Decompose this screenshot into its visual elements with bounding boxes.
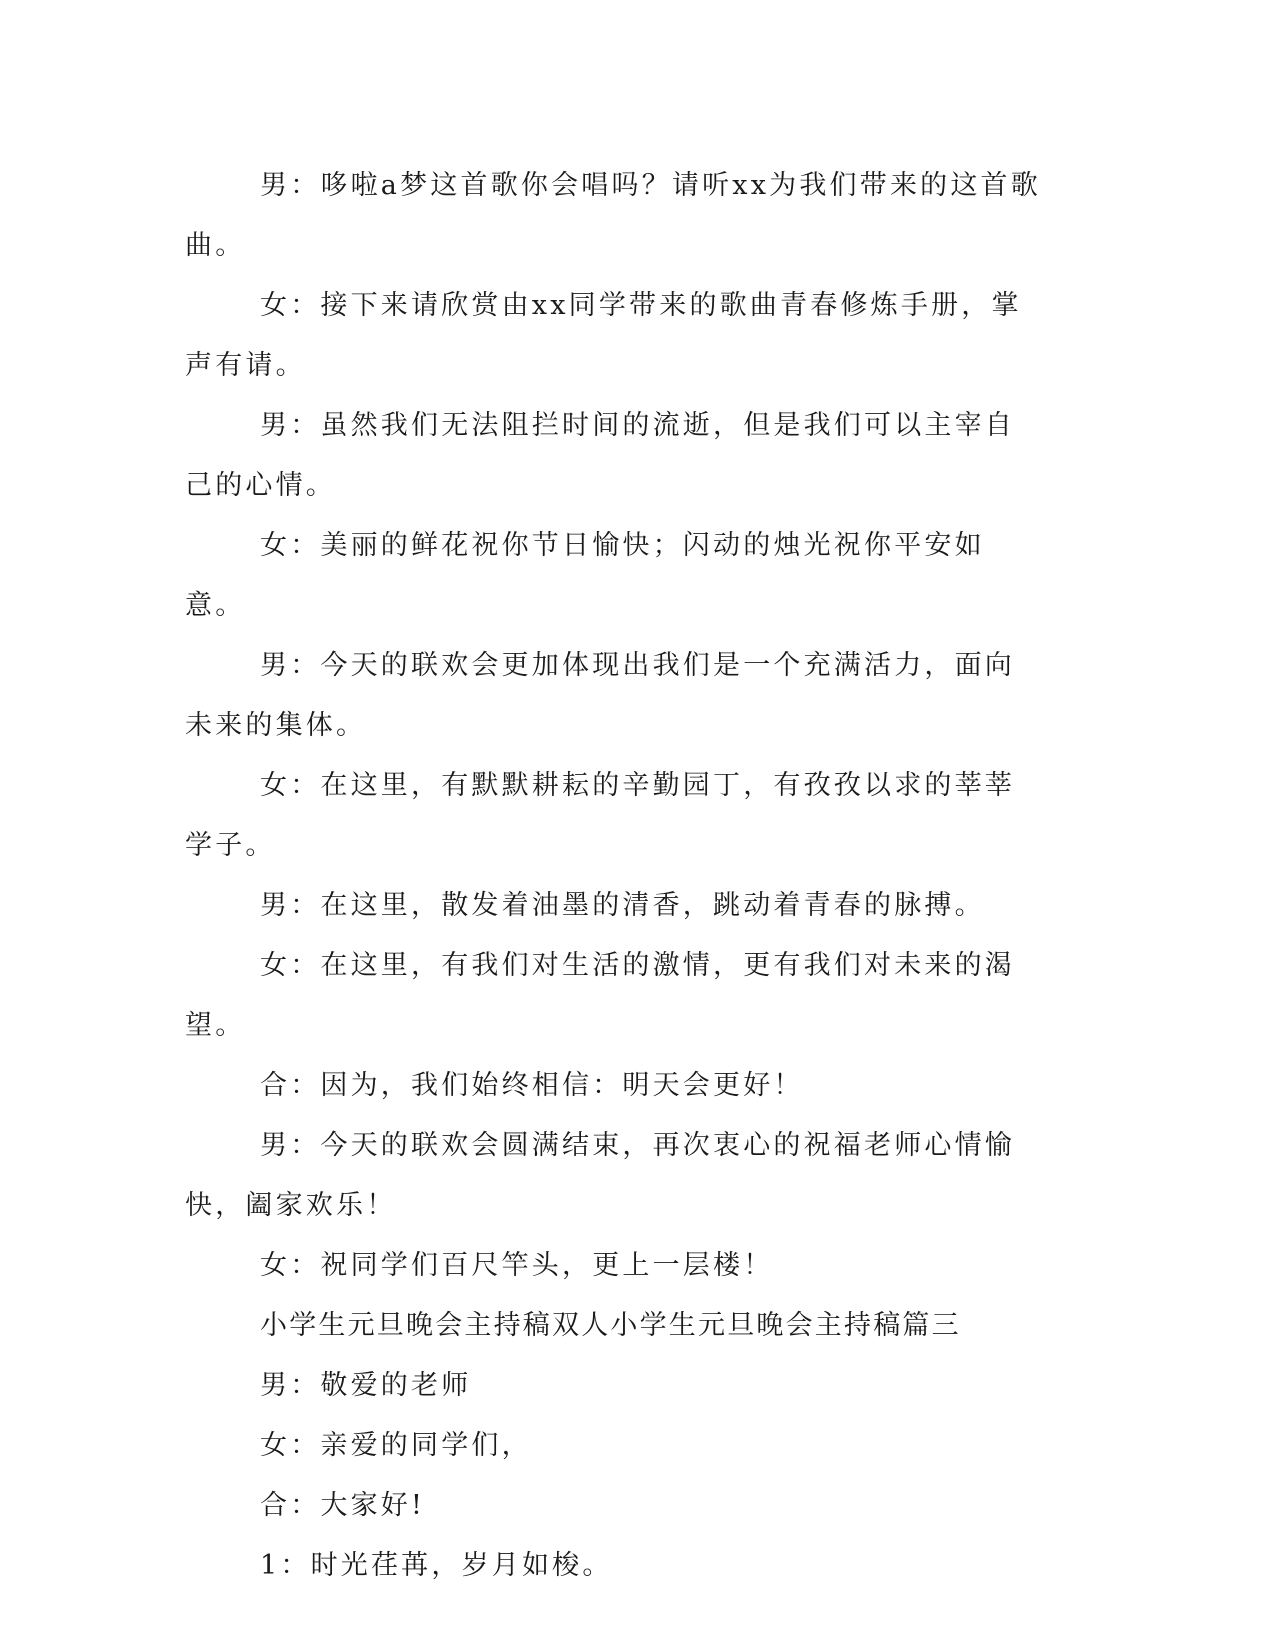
paragraph: 男：在这里，散发着油墨的清香，跳动着青春的脉搏。 (260, 890, 985, 921)
paragraph: 女：在这里，有我们对生活的激情，更有我们对未来的渴望。 (185, 950, 1015, 1041)
paragraph: 男：今天的联欢会圆满结束，再次衷心的祝福老师心情愉快，阖家欢乐！ (185, 1130, 1015, 1221)
paragraph: 女：亲爱的同学们， (260, 1430, 532, 1461)
paragraph: 男：今天的联欢会更加体现出我们是一个充满活力，面向未来的集体。 (185, 650, 1015, 741)
paragraph: 女：接下来请欣赏由xx同学带来的歌曲青春修炼手册，掌声有请。 (185, 290, 1022, 381)
paragraph: 男：哆啦a梦这首歌你会唱吗？请听xx为我们带来的这首歌曲。 (185, 170, 1041, 261)
paragraph: 1：时光荏苒，岁月如梭。 (260, 1550, 613, 1581)
document-body (185, 156, 1043, 1596)
paragraph: 男：敬爱的老师 (260, 1370, 472, 1401)
section-heading: 小学生元旦晚会主持稿双人小学生元旦晚会主持稿篇三 (260, 1310, 961, 1341)
paragraph: 女：美丽的鲜花祝你节日愉快；闪动的烛光祝你平安如意。 (185, 530, 985, 621)
paragraph: 男：虽然我们无法阻拦时间的流逝，但是我们可以主宰自己的心情。 (185, 410, 1015, 501)
paragraph: 女：祝同学们百尺竿头，更上一层楼！ (260, 1250, 774, 1281)
paragraph: 合：因为，我们始终相信：明天会更好！ (260, 1070, 804, 1101)
paragraph: 女：在这里，有默默耕耘的辛勤园丁，有孜孜以求的莘莘学子。 (185, 770, 1015, 861)
paragraph: 合：大家好! (260, 1490, 426, 1521)
